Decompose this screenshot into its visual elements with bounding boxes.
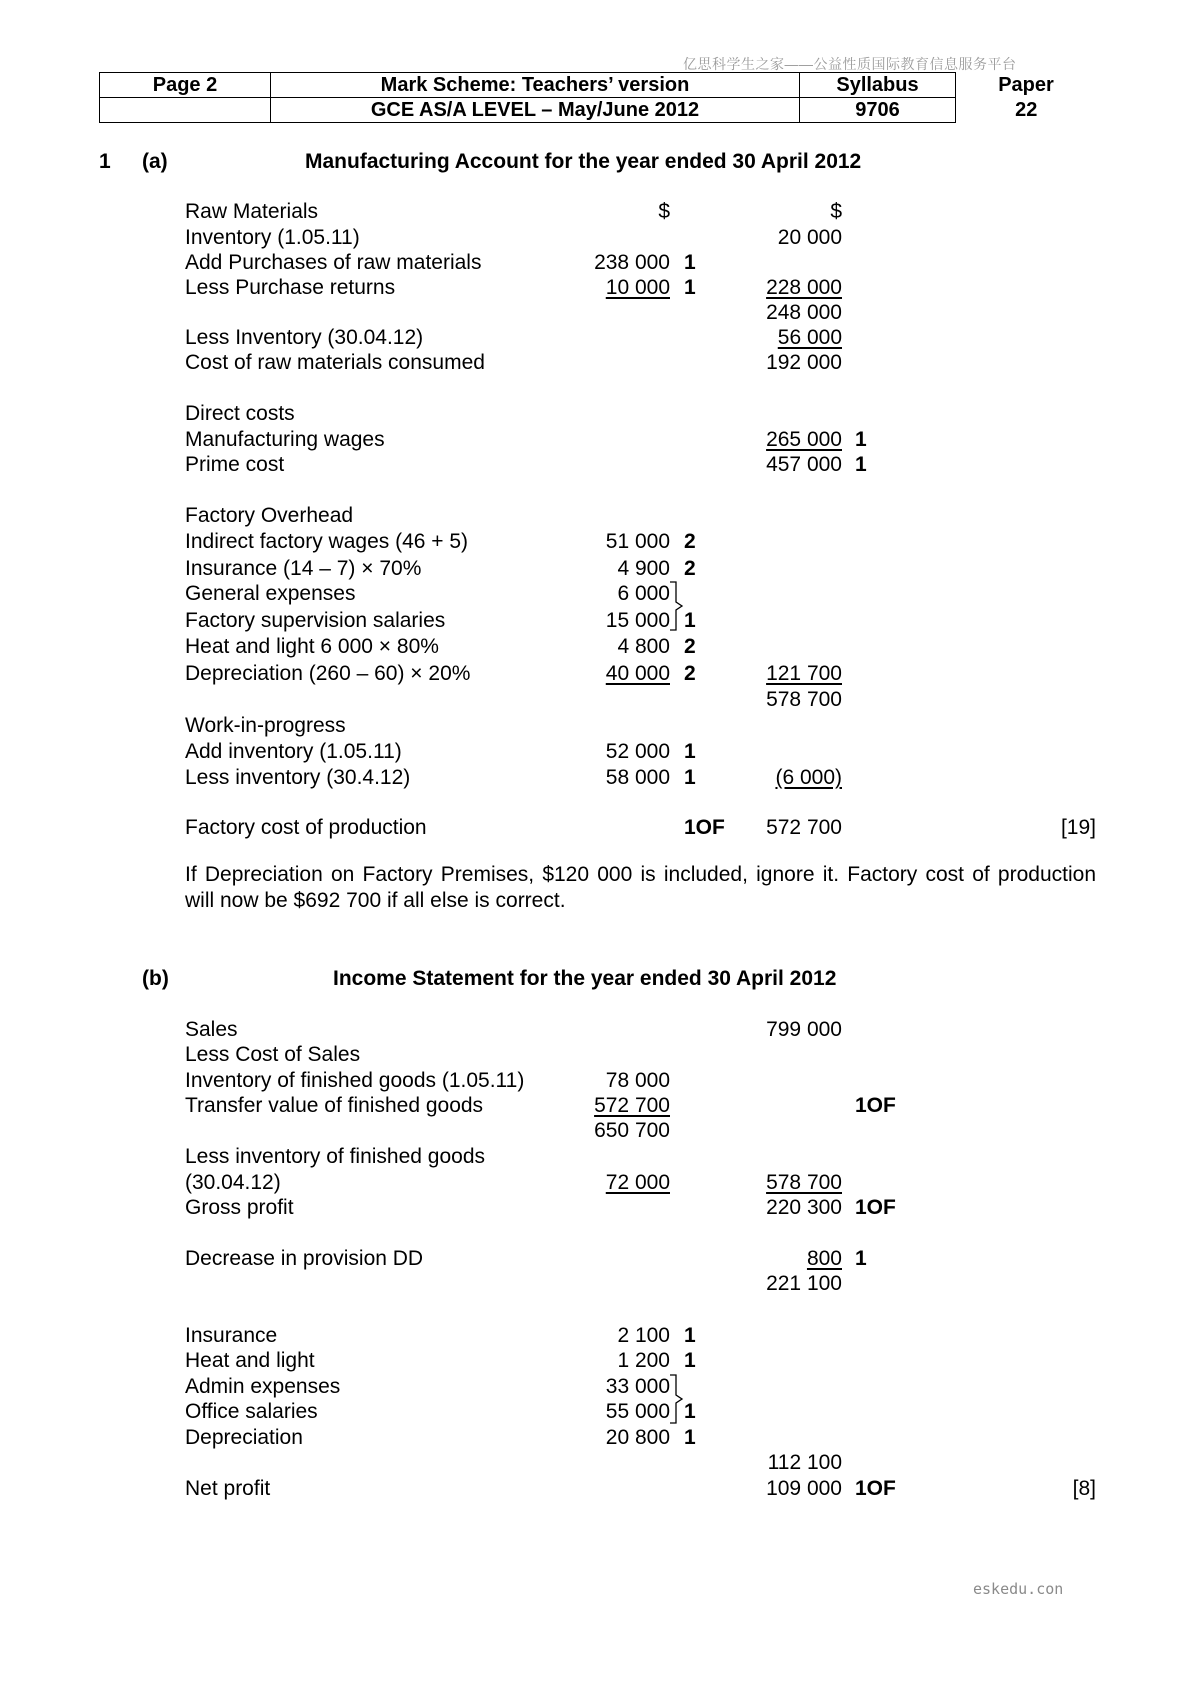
row-label: Insurance (14 – 7) × 70%: [185, 557, 422, 580]
part-a-title: Manufacturing Account for the year ended 30 April 2012: [305, 150, 862, 173]
row-amount-inner: 33 000: [605, 1375, 670, 1398]
row-label: Heat and light: [185, 1349, 315, 1372]
row-amount-inner: 2 100: [617, 1324, 670, 1347]
mark-outer: 1OF: [855, 1196, 896, 1219]
bracket-overhead: [668, 580, 688, 632]
row-amount-inner: $: [658, 200, 670, 223]
row-label: Gross profit: [185, 1196, 294, 1219]
row-label: Inventory (1.05.11): [185, 226, 360, 249]
row-label: Prime cost: [185, 453, 285, 476]
row-label: Decrease in provision DD: [185, 1247, 424, 1270]
mark-inner: 1OF: [684, 816, 725, 839]
row-amount-outer: 572 700: [766, 816, 842, 839]
mark-inner: 1: [684, 1400, 696, 1423]
row-amount-outer: 457 000: [766, 453, 842, 476]
row-amount-outer: 578 700: [766, 688, 842, 711]
row-amount-inner: 6 000: [617, 582, 670, 605]
row-amount-inner: 572 700: [594, 1094, 670, 1117]
mark-inner: 1: [684, 609, 696, 632]
mark-inner: 2: [684, 635, 696, 658]
row-label: Add Purchases of raw materials: [185, 251, 482, 274]
row-amount-inner: 15 000: [605, 609, 670, 632]
row-amount-outer: 800: [806, 1247, 842, 1270]
mark-inner: 1: [684, 1426, 696, 1449]
row-label: Manufacturing wages: [185, 428, 385, 451]
row-label: Factory supervision salaries: [185, 609, 446, 632]
header-syllabus-label: Syllabus: [800, 73, 956, 98]
row-amount-outer: (6 000): [775, 766, 842, 789]
row-amount-outer: 799 000: [766, 1018, 842, 1041]
total-marks-b: [8]: [1072, 1477, 1096, 1500]
row-amount-inner: 650 700: [594, 1119, 670, 1142]
row-label: General expenses: [185, 582, 356, 605]
total-marks-a: [19]: [1060, 816, 1096, 839]
mark-inner: 2: [684, 557, 696, 580]
header-syllabus: 9706: [800, 98, 956, 123]
row-amount-inner: 20 800: [605, 1426, 670, 1449]
question-number: 1: [99, 150, 111, 173]
row-label: Inventory of finished goods (1.05.11): [185, 1069, 525, 1092]
row-label: Admin expenses: [185, 1375, 341, 1398]
row-label: Depreciation (260 – 60) × 20%: [185, 662, 471, 685]
footer-text: eskedu.con: [973, 1580, 1064, 1598]
row-label: Insurance: [185, 1324, 278, 1347]
part-b-title: Income Statement for the year ended 30 April 2012: [333, 967, 837, 990]
row-amount-inner: 58 000: [605, 766, 670, 789]
mark-inner: 1: [684, 276, 696, 299]
row-label: (30.04.12): [185, 1171, 281, 1194]
mark-inner: 1: [684, 766, 696, 789]
row-label: Raw Materials: [185, 200, 319, 223]
header-paper-label: Paper: [998, 74, 1054, 96]
row-label: Less Cost of Sales: [185, 1043, 361, 1066]
mark-inner: 1: [684, 1349, 696, 1372]
mark-inner: 1: [684, 251, 696, 274]
watermark-text: 亿思科学生之家——公益性质国际教育信息服务平台: [683, 56, 1017, 72]
row-amount-inner: 40 000: [605, 662, 670, 685]
header-blank-cell: [100, 98, 271, 123]
row-label: Cost of raw materials consumed: [185, 351, 485, 374]
row-label: Factory cost of production: [185, 816, 427, 839]
row-label: Factory Overhead: [185, 504, 354, 527]
row-amount-outer: 265 000: [766, 428, 842, 451]
mark-inner: 2: [684, 530, 696, 553]
row-amount-inner: 51 000: [605, 530, 670, 553]
row-amount-inner: 78 000: [605, 1069, 670, 1092]
row-amount-outer: 20 000: [777, 226, 842, 249]
header-title: Mark Scheme: Teachers’ version: [271, 73, 800, 98]
examiner-note: If Depreciation on Factory Premises, $120 000 is included, ignore it. Factory cost of production will now be $692 700 if all else is correct.: [185, 863, 1096, 912]
row-amount-outer: 248 000: [766, 301, 842, 324]
row-label: Heat and light 6 000 × 80%: [185, 635, 439, 658]
row-amount-outer: 112 100: [767, 1451, 842, 1474]
row-label: Indirect factory wages (46 + 5): [185, 530, 469, 553]
row-amount-outer: 121 700: [766, 662, 842, 685]
row-label: Depreciation: [185, 1426, 303, 1449]
mark-outer: 1OF: [855, 1094, 896, 1117]
row-label: Transfer value of finished goods: [185, 1094, 484, 1117]
row-label: Less inventory of finished goods: [185, 1145, 486, 1168]
row-amount-inner: 4 900: [617, 557, 670, 580]
mark-outer: 1: [855, 453, 867, 476]
mark-outer: 1: [855, 1247, 867, 1270]
row-amount-inner: 10 000: [605, 276, 670, 299]
row-amount-outer: 220 300: [766, 1196, 842, 1219]
mark-outer: 1OF: [855, 1477, 896, 1500]
part-a-label: (a): [142, 150, 168, 173]
part-b-label: (b): [142, 967, 169, 990]
row-amount-inner: 4 800: [617, 635, 670, 658]
row-amount-outer: 228 000: [766, 276, 842, 299]
row-amount-outer: 56 000: [777, 326, 842, 349]
mark-inner: 2: [684, 662, 696, 685]
row-amount-outer: 578 700: [766, 1171, 842, 1194]
header-table: [99, 72, 1097, 123]
row-label: Less Inventory (30.04.12): [185, 326, 424, 349]
row-amount-inner: 52 000: [605, 740, 670, 763]
row-amount-inner: 72 000: [605, 1171, 670, 1194]
row-amount-outer: 109 000: [766, 1477, 842, 1500]
row-label: Less inventory (30.4.12): [185, 766, 411, 789]
row-amount-inner: 1 200: [617, 1349, 670, 1372]
header-exam: GCE AS/A LEVEL – May/June 2012: [271, 98, 800, 123]
row-amount-inner: 55 000: [605, 1400, 670, 1423]
row-amount-outer: 221 100: [766, 1272, 842, 1295]
mark-inner: 1: [684, 1324, 696, 1347]
row-label: Add inventory (1.05.11): [185, 740, 402, 763]
header-paper: 22: [1015, 99, 1038, 121]
mark-inner: 1: [684, 740, 696, 763]
row-label: Direct costs: [185, 402, 295, 425]
row-label: Less Purchase returns: [185, 276, 396, 299]
row-label: Work-in-progress: [185, 714, 346, 737]
row-label: Net profit: [185, 1477, 271, 1500]
bracket-expenses: [668, 1373, 688, 1425]
row-amount-inner: 238 000: [594, 251, 670, 274]
row-label: Office salaries: [185, 1400, 318, 1423]
row-amount-outer: 192 000: [766, 351, 842, 374]
mark-outer: 1: [855, 428, 867, 451]
row-label: Sales: [185, 1018, 238, 1041]
header-page: Page 2: [100, 73, 271, 98]
row-amount-outer: $: [830, 200, 842, 223]
